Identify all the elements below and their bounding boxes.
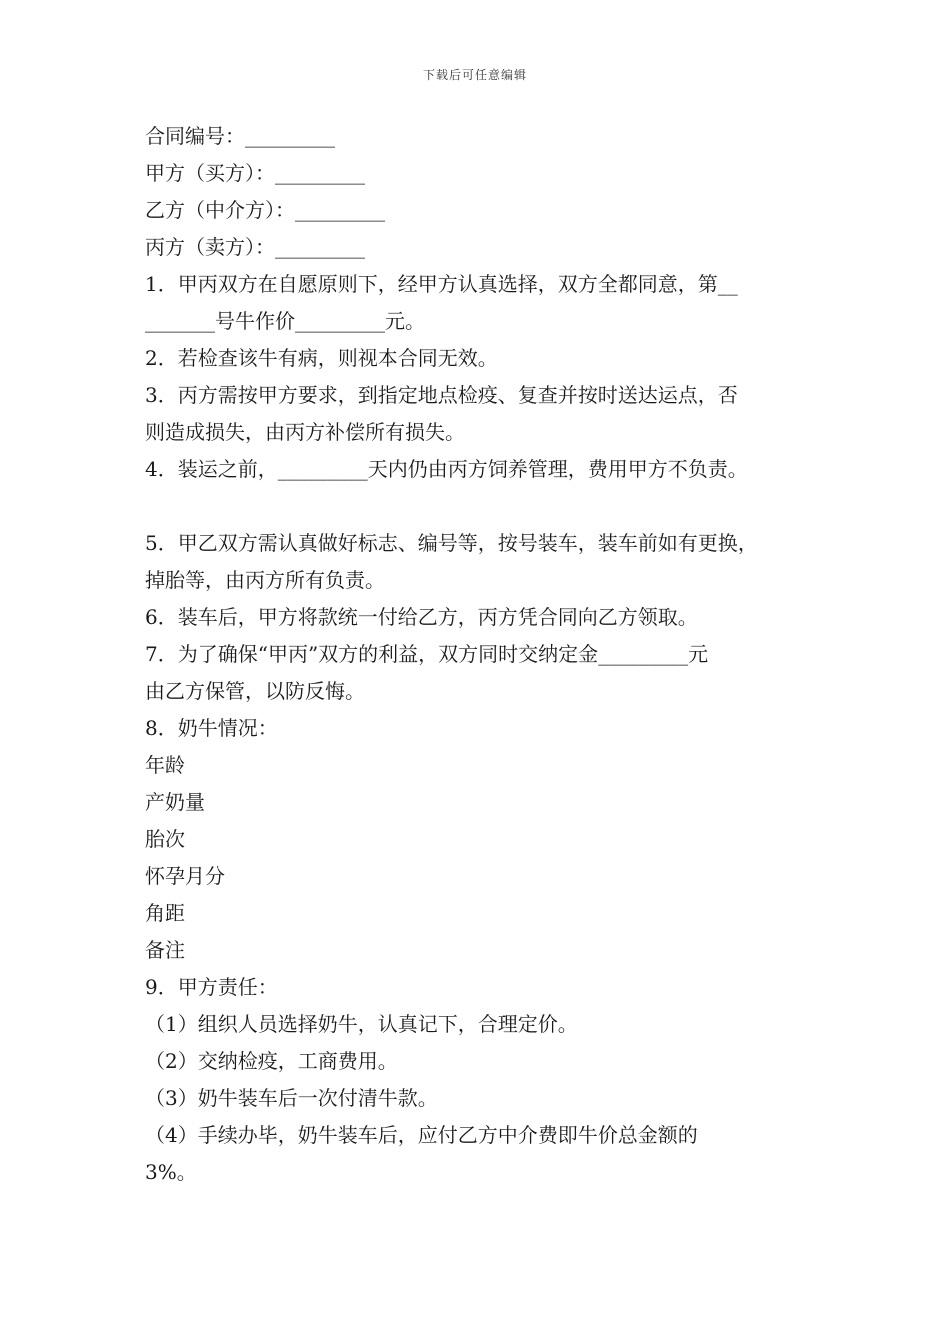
party-c-line: 丙方（卖方）：_________ <box>145 235 365 259</box>
clause-8-heading: 8．奶牛情况： <box>145 716 278 740</box>
clause-7-line-2: 由乙方保管，以防反悔。 <box>145 679 365 703</box>
blank-spacer <box>145 488 825 525</box>
cow-info-pregnancy-month: 怀孕月分 <box>145 864 225 888</box>
clause-9-item-1: （1）组织人员选择奶牛，认真记下，合理定价。 <box>145 1012 578 1036</box>
clause-9-item-4-line-2: 3%。 <box>145 1160 197 1184</box>
clause-3-line-1: 3．丙方需按甲方要求，到指定地点检疫、复查并按时送达运点，否 <box>145 383 738 407</box>
cow-info-milk-yield: 产奶量 <box>145 790 205 814</box>
party-b-line: 乙方（中介方）：_________ <box>145 198 385 222</box>
clause-3-line-2: 则造成损失，由丙方补偿所有损失。 <box>145 420 465 444</box>
clause-6: 6．装车后，甲方将款统一付给乙方，丙方凭合同向乙方领取。 <box>145 605 698 629</box>
contract-body <box>145 118 825 1191</box>
clause-9-item-4-line-1: （4）手续办毕，奶牛装车后，应付乙方中介费即牛价总金额的 <box>145 1123 698 1147</box>
cow-info-horn-distance: 角距 <box>145 901 185 925</box>
contract-number-line: 合同编号：_________ <box>145 124 335 148</box>
cow-info-age: 年龄 <box>145 753 185 777</box>
page-header-note: 下载后可任意编辑 <box>422 68 527 82</box>
clause-9-item-2: （2）交纳检疫，工商费用。 <box>145 1049 398 1073</box>
cow-info-parity: 胎次 <box>145 827 185 851</box>
clause-1-line-2: _______号牛作价_________元。 <box>145 309 425 333</box>
clause-9-heading: 9．甲方责任： <box>145 975 278 999</box>
clause-5-line-2: 掉胎等，由丙方所有负责。 <box>145 568 385 592</box>
clause-7-line-1: 7．为了确保“甲丙”双方的利益，双方同时交纳定金_________元 <box>145 642 709 666</box>
clause-1-line-1: 1．甲丙双方在自愿原则下，经甲方认真选择，双方全都同意，第__ <box>145 272 738 296</box>
cow-info-remarks: 备注 <box>145 938 185 962</box>
party-a-line: 甲方（买方）：_________ <box>145 161 365 185</box>
clause-4: 4．装运之前，_________天内仍由丙方饲养管理，费用甲方不负责。 <box>145 457 748 481</box>
clause-5-line-1: 5．甲乙双方需认真做好标志、编号等，按号装车，装车前如有更换， <box>145 531 758 555</box>
clause-2: 2．若检查该牛有病，则视本合同无效。 <box>145 346 498 370</box>
clause-9-item-3: （3）奶牛装车后一次付清牛款。 <box>145 1086 438 1110</box>
